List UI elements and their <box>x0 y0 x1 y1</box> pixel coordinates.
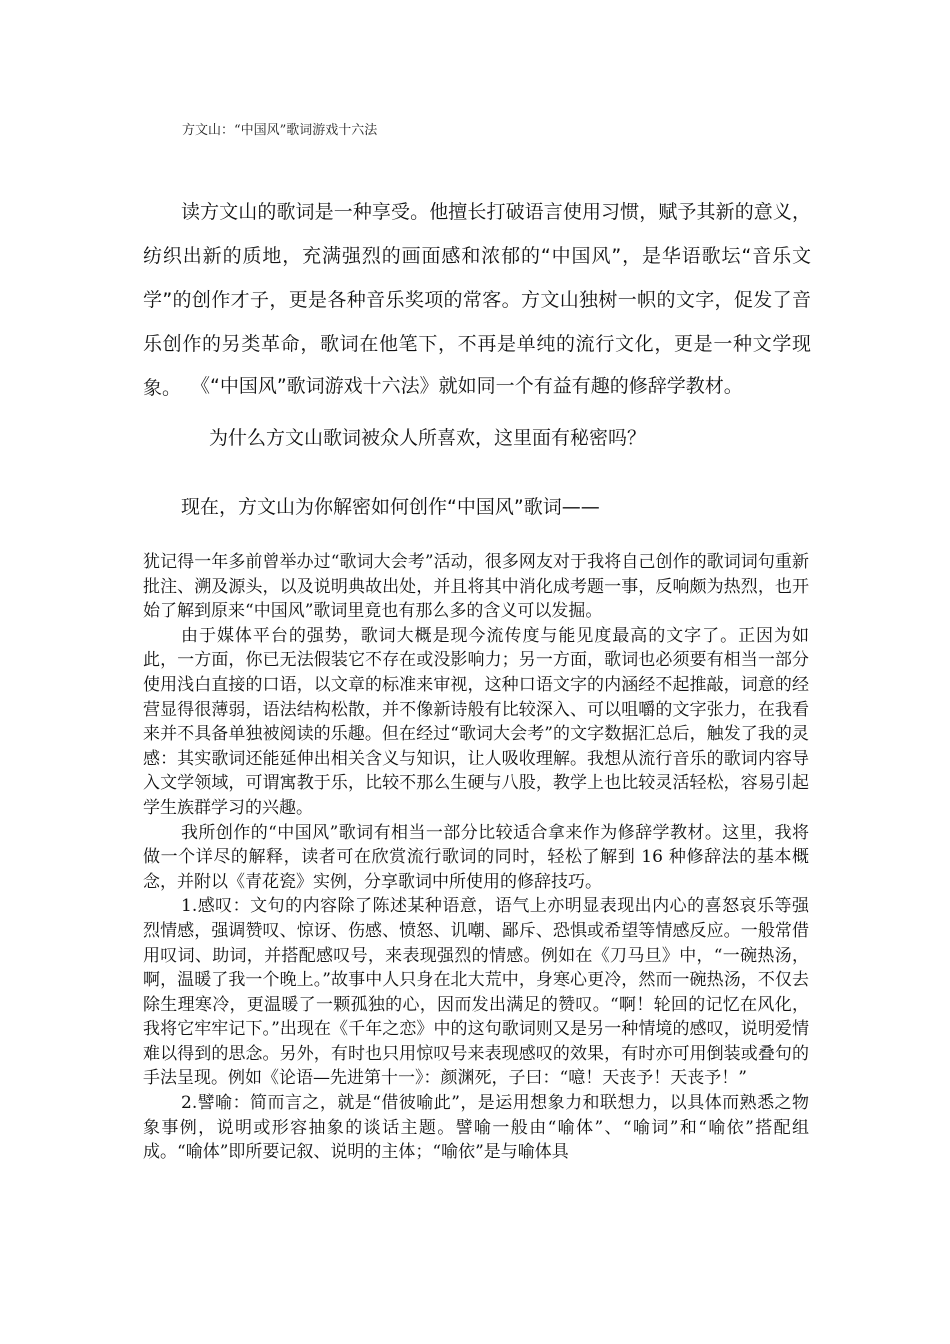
textbook-line: 《“中国风”歌词游戏十六法》就如同一个有益有趣的修辞学教材。 <box>191 375 743 397</box>
document-title: 方文山：“中国风”歌词游戏十六法 <box>182 123 378 138</box>
body-paragraph: 犹记得一年多前曾举办过“歌词大会考”活动，很多网友对于我将自己创作的歌词词句重新批注、溯及源头，以及说明典故出处，并且将其中消化成考题一事，反响颇为热烈，也开始了解到原来“中国风”歌词里竟也有那么多的含义可以发掘。 <box>143 552 809 622</box>
body-paragraph: 由于媒体平台的强势，歌词大概是现今流传度与能见度最高的文字了。正因为如此，一方面，你已无法假装它不存在或没影响力；另一方面，歌词也必须要有相当一部分使用浅白直接的口语，以文章的标准来审视，这种口语文字的内涵经不起推敲，词意的经营显得很薄弱，语法结构松散，并不像新诗般有比较深入、可以咀嚼的文字张力，在我看来并不具备单独被阅读的乐趣。但在经过“歌词大会考”的文字数据汇总后，触发了我的灵感：其实歌词还能延伸出相关含义与知识，让人吸收理解。我想从流行音乐的歌词内容导入文学领域，可谓寓教于乐，比较不那么生硬与八股，教学上也比较灵活轻松，容易引起学生族群学习的兴趣。 <box>143 625 809 818</box>
body-paragraph: 我所创作的“中国风”歌词有相当一部分比较适合拿来作为修辞学教材。这里，我将做一个详尽的解释，读者可在欣赏流行歌词的同时，轻松了解到 16 种修辞法的基本概念，并附以《青花瓷》实例，分享歌词中所使用的修辞技巧。 <box>143 822 809 892</box>
body-paragraph-exclamation: 1.感叹：文句的内容除了陈述某种语意，语气上亦明显表现出内心的喜怒哀乐等强烈情感，强调赞叹、惊讶、伤感、愤怒、讥嘲、鄙斥、恐惧或希望等情感反应。一般常借用叹词、助词，并搭配感叹号，来表现强烈的情感。例如在《刀马旦》中，“一碗热汤，啊，温暖了我一个晚上。”故事中人只身在北大荒中，身寒心更冷，然而一碗热汤，不仅去除生理寒冷，更温暖了一颗孤独的心，因而发出满足的赞叹。“啊！轮回的记忆在风化，我将它牢牢记下。”出现在《千年之恋》中的这句歌词则又是另一种情境的感叹，说明爱情难以得到的思念。另外，有时也只用惊叹号来表现感叹的效果，有时亦可用倒装或叠句的手法呈现。例如《论语—先进第十一》：颜渊死，子曰：“噫！天丧予！天丧予！” <box>143 896 809 1089</box>
intro-paragraph: 读方文山的歌词是一种享受。他擅长打破语言使用习惯，赋予其新的意义，纺织出新的质地，充满强烈的画面感和浓郁的“中国风”，是华语歌坛“音乐文学”的创作才子，更是各种音乐奖项的常客。方文山独树一帜的文字，促发了音乐创作的另类革命，歌词在他笔下，不再是单纯的流行文化，更是一种文学现象。 <box>143 201 811 399</box>
body-paragraph-metaphor: 2.譬喻：简而言之，就是“借彼喻此”，是运用想象力和联想力，以具体而熟悉之物象事例，说明或形容抽象的谈话主题。譬喻一般由“喻体”、“喻词”和“喻依”搭配组成。“喻体”即所要记叙、说明的主体；“喻依”是与喻体具 <box>143 1093 809 1163</box>
body-text <box>143 550 809 1165</box>
question-line: 为什么方文山歌词被众人所喜欢，这里面有秘密吗？ <box>209 427 647 449</box>
reveal-line: 现在，方文山为你解密如何创作“中国风”歌词—— <box>181 496 600 518</box>
